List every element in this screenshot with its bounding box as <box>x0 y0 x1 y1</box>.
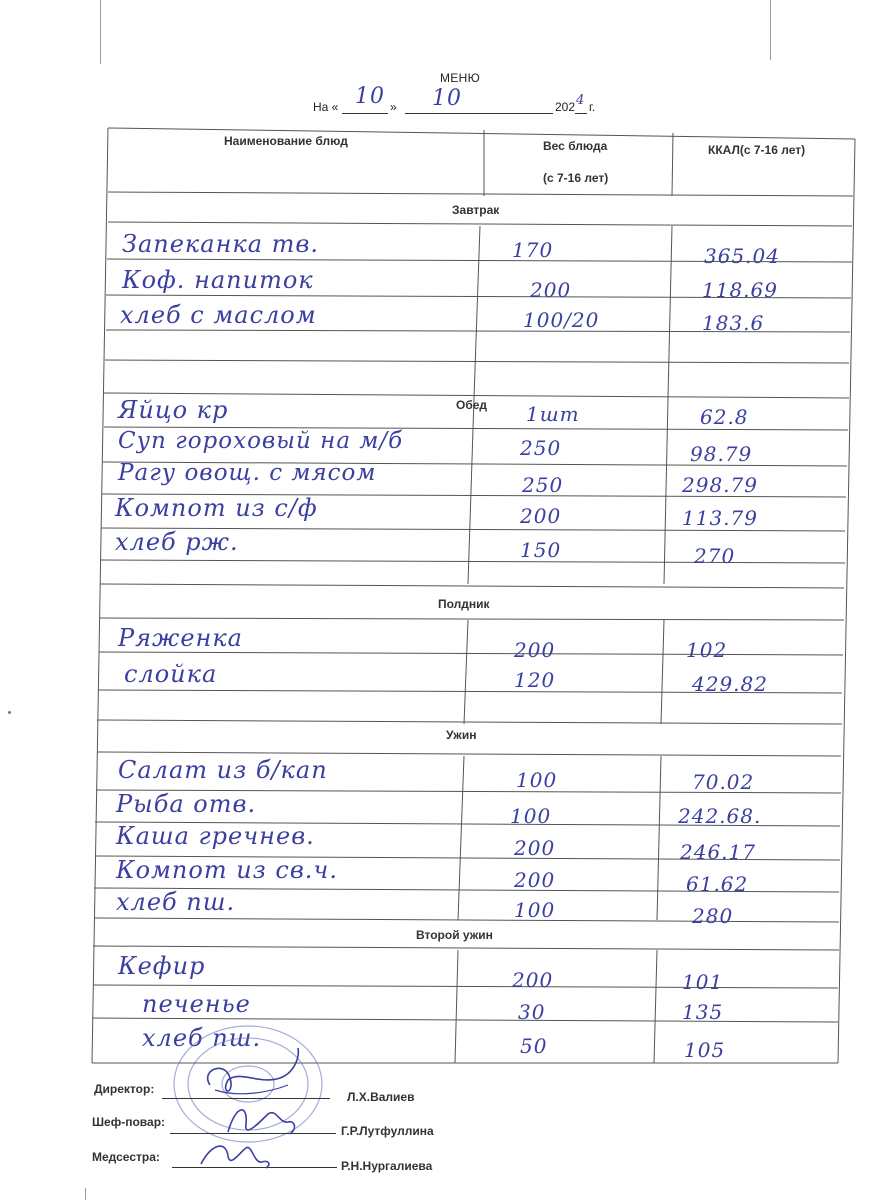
section-dinner: Ужин <box>446 728 477 742</box>
snack-dish-1: Ряженка <box>118 624 243 652</box>
dinner-kcal-1: 70.02 <box>692 770 755 794</box>
second-dinner-kcal-3: 105 <box>684 1038 726 1062</box>
lunch-kcal-4: 113.79 <box>682 506 758 530</box>
breakfast-dish-3: хлеб с маслом <box>120 301 317 329</box>
dinner-dish-3: Каша гречнев. <box>116 822 315 850</box>
dinner-kcal-3: 246.17 <box>680 840 756 864</box>
chef-name: Г.Р.Лутфуллина <box>341 1124 434 1138</box>
lunch-weight-4: 200 <box>520 504 562 528</box>
column-header-dish: Наименование блюд <box>224 134 348 148</box>
second-dinner-kcal-2: 135 <box>682 1000 724 1024</box>
dinner-weight-4: 200 <box>514 868 556 892</box>
lunch-weight-2: 250 <box>520 436 562 460</box>
breakfast-dish-1: Запеканка тв. <box>122 230 319 258</box>
dinner-kcal-4: 61.62 <box>686 872 749 896</box>
snack-dish-2: слойка <box>124 660 218 688</box>
nurse-name: Р.Н.Нургалиева <box>341 1159 433 1173</box>
second-dinner-dish-2: печенье <box>142 990 251 1018</box>
page-title: МЕНЮ <box>440 71 480 85</box>
breakfast-weight-3: 100/20 <box>523 308 600 332</box>
lunch-kcal-5: 270 <box>694 544 736 568</box>
dinner-dish-4: Компот из св.ч. <box>116 856 338 884</box>
director-label: Директор: <box>94 1082 155 1096</box>
snack-kcal-1: 102 <box>686 638 728 662</box>
lunch-weight-5: 150 <box>520 538 562 562</box>
section-second-dinner: Второй ужин <box>416 928 493 942</box>
breakfast-weight-2: 200 <box>530 278 572 302</box>
second-dinner-dish-1: Кефир <box>118 952 206 980</box>
dinner-kcal-2: 242.68. <box>678 804 762 828</box>
column-header-kcal: ККАЛ(с 7-16 лет) <box>708 143 806 157</box>
date-end: г. <box>589 100 596 114</box>
second-dinner-weight-2: 30 <box>518 1000 546 1024</box>
lunch-kcal-3: 298.79 <box>682 473 758 497</box>
dinner-weight-3: 200 <box>514 836 556 860</box>
dinner-weight-1: 100 <box>516 768 558 792</box>
date-mid: » <box>390 100 397 114</box>
second-dinner-weight-1: 200 <box>512 968 554 992</box>
second-dinner-dish-3: хлеб пш. <box>142 1024 262 1052</box>
section-lunch: Обед <box>456 398 488 412</box>
breakfast-dish-2: Коф. напиток <box>122 266 314 294</box>
lunch-kcal-2: 98.79 <box>690 442 753 466</box>
dinner-weight-5: 100 <box>514 898 556 922</box>
snack-weight-1: 200 <box>514 638 556 662</box>
handwritten-year-digit: 4 <box>576 93 585 108</box>
handwritten-month: 10 <box>432 86 462 111</box>
lunch-dish-2: Суп гороховый на м/б <box>118 428 404 454</box>
lunch-dish-4: Компот из с/ф <box>115 494 318 522</box>
lunch-weight-3: 250 <box>522 473 564 497</box>
column-header-weight-age: (с 7-16 лет) <box>543 171 609 185</box>
snack-kcal-2: 429.82 <box>692 672 768 696</box>
handwritten-day: 10 <box>355 84 385 109</box>
second-dinner-kcal-1: 101 <box>682 970 724 994</box>
lunch-dish-5: хлеб рж. <box>115 528 239 556</box>
nurse-signature <box>196 1134 276 1174</box>
director-name: Л.Х.Валиев <box>347 1090 415 1104</box>
second-dinner-weight-3: 50 <box>520 1034 548 1058</box>
breakfast-kcal-1: 365.04 <box>704 244 780 268</box>
dinner-dish-1: Салат из б/кап <box>118 756 328 784</box>
lunch-dish-3: Рагу овощ. с мясом <box>118 460 377 486</box>
snack-weight-2: 120 <box>514 668 556 692</box>
nurse-label: Медсестра: <box>92 1150 160 1164</box>
lunch-weight-1: 1шт <box>526 402 580 426</box>
section-breakfast: Завтрак <box>452 203 500 217</box>
dinner-weight-2: 100 <box>510 804 552 828</box>
lunch-kcal-1: 62.8 <box>700 405 749 429</box>
dinner-dish-2: Рыба отв. <box>116 790 257 818</box>
dinner-kcal-5: 280 <box>692 904 734 928</box>
date-prefix: На « <box>313 100 339 114</box>
chef-label: Шеф-повар: <box>92 1115 166 1129</box>
dinner-dish-5: хлеб пш. <box>116 888 236 916</box>
column-header-weight: Вес блюда <box>543 139 608 153</box>
breakfast-weight-1: 170 <box>512 238 554 262</box>
breakfast-kcal-3: 183.6 <box>702 311 765 335</box>
section-snack: Полдник <box>438 597 490 611</box>
breakfast-kcal-2: 118.69 <box>702 278 778 302</box>
date-year-prefix: 202 <box>555 100 576 114</box>
lunch-dish-1: Яйцо кр <box>118 396 229 424</box>
